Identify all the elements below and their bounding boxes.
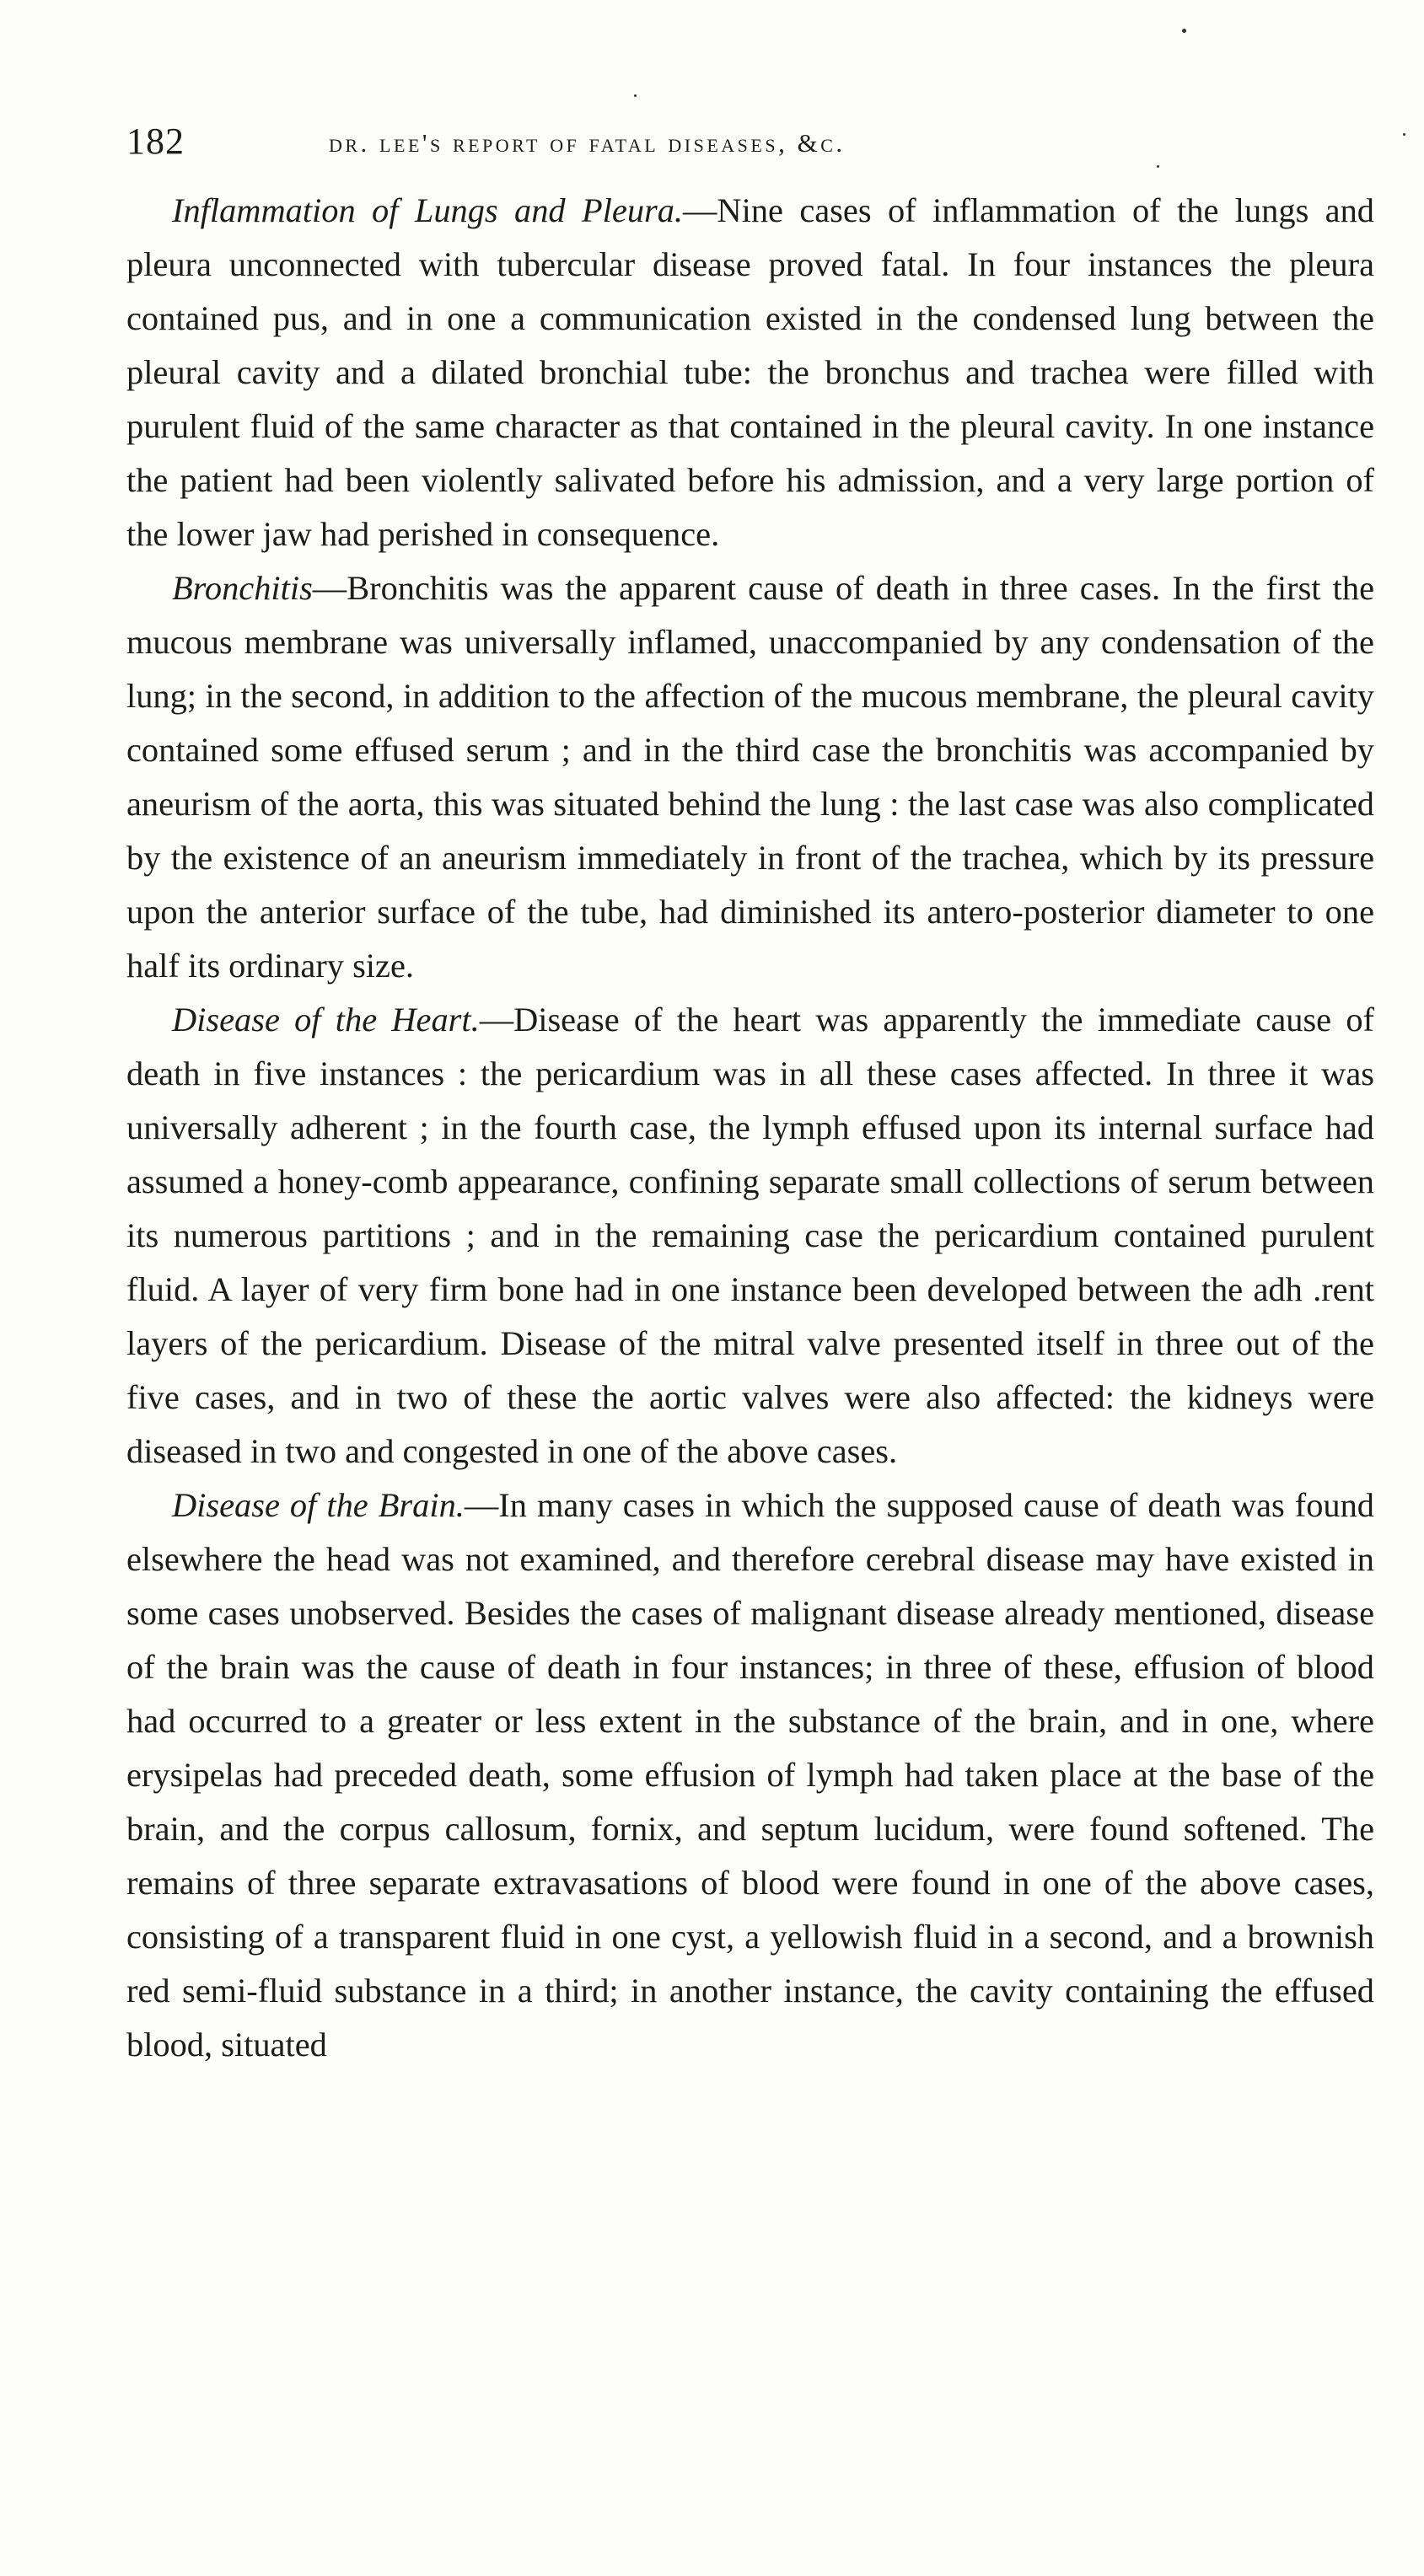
- paragraph-text: —Disease of the heart was apparently the immediate cause of death in five instances : the pericardium was in all these cases affected. In three it was universally adherent ; in the fourth case, the lymph effused upon its internal surface had assumed a honey-comb appearance, confining separate small collections of serum between its numerous partitions ; and in the remaining case the pericardium contained purulent fluid. A layer of very firm bone had in one instance been developed between the adh .rent layers of the pericardium. Disease of the mitral valve presented itself in three out of the five cases, and in two of these the aortic valves were also affected: the kidneys were diseased in two and congested in one of the above cases.: [126, 1001, 1374, 1470]
- paragraph-heading: Disease of the Heart.: [172, 1001, 480, 1038]
- paragraph-heading: Disease of the Brain.: [172, 1486, 465, 1524]
- page-header: [126, 116, 1391, 175]
- print-speck: [1182, 29, 1186, 33]
- page-number: 182: [126, 121, 185, 162]
- paragraph-heading: Bronchitis: [172, 569, 313, 607]
- paragraph-text: —Bronchitis was the apparent cause of death in three cases. In the first the mucous membrane was universally inflamed, unaccompanied by any condensation of the lung; in the second, in addition to the affection of the mucous membrane, the pleural cavity contained some effused serum ; and in the third case the bronchitis was accompanied by aneurism of the aorta, this was situated behind the lung : the last case was also complicated by the existence of an aneurism immediately in front of the trachea, which by its pressure upon the anterior surface of the tube, had diminished its antero-posterior diameter to one half its ordinary size.: [126, 569, 1374, 985]
- print-speck: [634, 94, 637, 97]
- print-speck: [1403, 133, 1405, 136]
- running-title: dr. lee's report of fatal diseases, &c.: [329, 128, 846, 158]
- paragraph-disease-heart: [126, 993, 1374, 1479]
- body-text: [126, 184, 1374, 2072]
- paragraph-bronchitis: [126, 561, 1374, 993]
- paragraph-text: —In many cases in which the supposed cause of death was found elsewhere the head was not examined, and therefore cerebral disease may have existed in some cases unobserved. Besides the cases of malignant disease already mentioned, disease of the brain was the cause of death in four instances; in three of these, effusion of blood had occurred to a greater or less extent in the substance of the brain, and in one, where erysipelas had preceded death, some effusion of lymph had taken place at the base of the brain, and the corpus callosum, fornix, and septum lucidum, were found softened. The remains of three separate extravasations of blood were found in one of the above cases, consisting of a transparent fluid in one cyst, a yellowish fluid in a second, and a brownish red semi-fluid substance in a third; in another instance, the cavity containing the effused blood, situated: [126, 1486, 1374, 2063]
- paragraph-heading: Inflammation of Lungs and Pleura.: [172, 191, 684, 229]
- paragraph-disease-brain: [126, 1479, 1374, 2072]
- paragraph-inflammation-lungs: [126, 184, 1374, 561]
- paragraph-text: —Nine cases of inflammation of the lungs and pleura unconnected with tubercular disease proved fatal. In four instances the pleura contained pus, and in one a communication existed in the condensed lung between the pleural cavity and a dilated bronchial tube: the bronchus and trachea were filled with purulent fluid of the same character as that contained in the pleural cavity. In one instance the patient had been violently salivated before his admission, and a very large portion of the lower jaw had perished in consequence.: [126, 191, 1374, 553]
